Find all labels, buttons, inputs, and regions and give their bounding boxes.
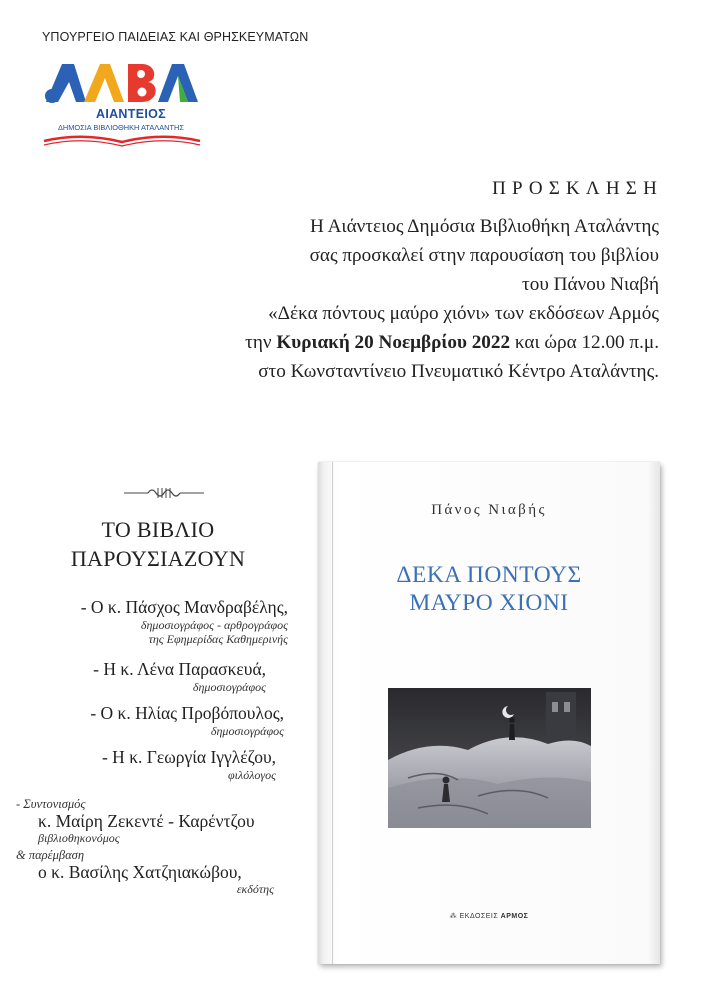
book-title-line: ΔΕΚΑ ΠΟΝΤΟΥΣ: [396, 562, 582, 588]
invitation-line: «Δέκα πόντους μαύρο χιόνι» των εκδόσεων Αρμός: [268, 303, 659, 324]
book-publisher: [318, 912, 660, 920]
speaker-role: δημοσιογράφος: [192, 680, 266, 694]
speaker-name: - Η κ. Λένα Παρασκευά,: [93, 659, 266, 679]
invitation-line: σας προσκαλεί στην παρουσίαση του βιβλίου: [309, 245, 659, 266]
event-time: και ώρα 12.00 π.μ.: [510, 332, 659, 353]
presenters-heading-line: ΤΟ ΒΙΒΛΙΟ: [101, 517, 215, 542]
publisher-name: ΑΡΜΟΣ: [500, 913, 529, 920]
logo-name: ΑΙΑΝΤΕΙΟΣ: [96, 107, 166, 121]
presenters-heading: [28, 515, 288, 573]
invitation-block: [245, 178, 663, 386]
book-cover: [318, 462, 660, 964]
coordinator-name: κ. Μαίρη Ζεκεντέ - Καρέντζου: [38, 811, 255, 831]
speaker-item: [16, 747, 276, 782]
speaker-item: [28, 597, 288, 646]
coordination-label: - Συντονισμός: [16, 797, 86, 811]
speaker-name: - Ο κ. Ηλίας Προβόπουλος,: [90, 703, 284, 723]
coordinator-role: βιβλιοθηκονόμος: [38, 831, 120, 845]
presenters-heading-line: ΠΑΡΟΥΣΙΑΖΟΥΝ: [70, 546, 246, 571]
invitation-date-line: [245, 328, 659, 357]
book-title-line: ΜΑΥΡΟ ΧΙΟΝΙ: [409, 590, 569, 616]
speaker-role: της Εφημερίδας Καθημερινής: [148, 632, 288, 646]
book-author: Πάνος Νιαβής: [431, 502, 547, 518]
invitation-venue-line: στο Κωνσταντίνειο Πνευματικό Κέντρο Αταλάντης.: [258, 361, 659, 382]
invitation-line: του Πάνου Νιαβή: [522, 274, 659, 295]
remarks-label: & παρέμβαση: [16, 848, 85, 862]
speaker-name: - Ο κ. Πάσχος Μανδραβέλης,: [80, 597, 288, 617]
publisher-person-name: ο κ. Βασίλης Χατζηιακώβου,: [38, 862, 242, 882]
invitation-title: ΠΡΟΣΚΛΗΣΗ: [492, 178, 663, 199]
library-logo-icon: [38, 58, 206, 150]
cover-illustration: [388, 688, 591, 828]
logo-subtitle: ΔΗΜΟΣΙΑ ΒΙΒΛΙΟΘΗΚΗ ΑΤΑΛΑΝΤΗΣ: [58, 123, 184, 132]
date-prefix: την: [245, 332, 277, 353]
coordination-block: [16, 797, 276, 896]
invitation-line: Η Αιάντειος Δημόσια Βιβλιοθήκη Αταλάντης: [309, 216, 659, 237]
ornament-divider-icon: [124, 485, 204, 501]
book-title: [318, 561, 660, 617]
publisher-prefix: ΕΚΔΟΣΕΙΣ: [459, 913, 501, 920]
publisher-person-role: εκδότης: [236, 882, 274, 896]
speaker-role: φιλόλογος: [228, 768, 276, 782]
speaker-role: δημοσιογράφος: [210, 724, 284, 738]
speaker-item: [6, 659, 266, 694]
speaker-role: δημοσιογράφος - αρθρογράφος: [140, 618, 288, 632]
event-date: Κυριακή 20 Νοεμβρίου 2022: [276, 332, 511, 353]
library-logo: [38, 58, 206, 150]
ministry-header: ΥΠΟΥΡΓΕΙΟ ΠΑΙΔΕΙΑΣ ΚΑΙ ΘΡΗΣΚΕΥΜΑΤΩΝ: [42, 30, 309, 44]
book-spine: [332, 462, 333, 964]
publisher-icon: ⁂: [449, 913, 460, 920]
speaker-item: [24, 703, 284, 738]
speaker-name: - Η κ. Γεωργία Ιγγλέζου,: [101, 747, 276, 767]
